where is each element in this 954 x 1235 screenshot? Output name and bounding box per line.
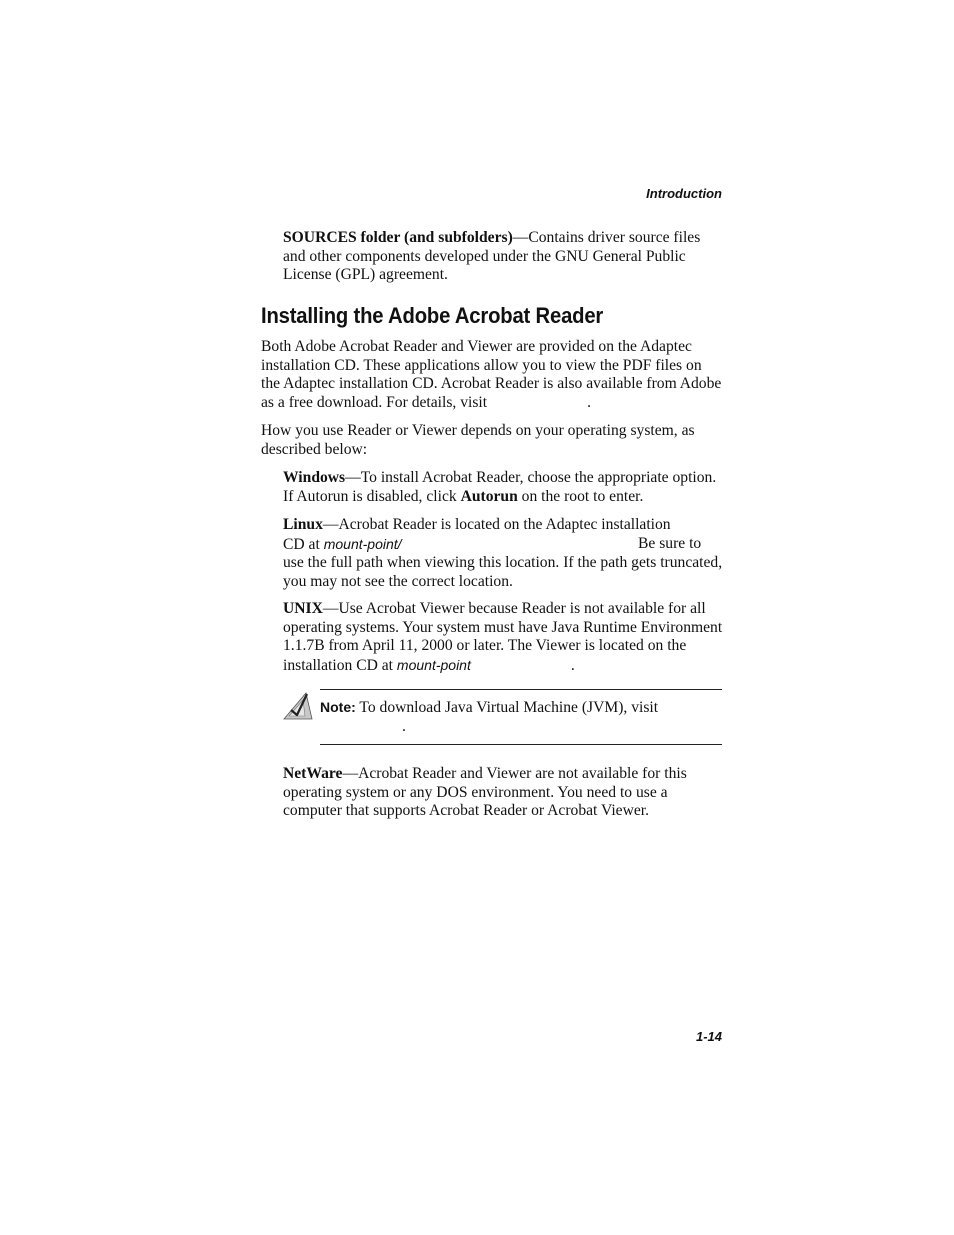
note-rule-bottom — [320, 744, 722, 745]
sources-text: —Contains driver source files and other components developed under the GNU General Public License (GPL) agreement. — [283, 229, 701, 284]
linux-term: Linux — [283, 516, 323, 533]
linux-cd-at: CD at — [283, 535, 324, 553]
linux-be-sure: Be sure to — [638, 534, 702, 552]
how-you-use-paragraph: How you use Reader or Viewer depends on your operating system, as described below: — [261, 422, 695, 458]
unix-end: . — [570, 657, 575, 675]
unix-paragraph — [283, 600, 723, 676]
netware-text: —Acrobat Reader and Viewer are not available for this operating system or any DOS environment. You need to use a computer that supports Acrobat Reader or Acrobat Viewer. — [283, 765, 687, 820]
windows-paragraph — [283, 469, 723, 506]
intro-paragraph — [261, 338, 723, 413]
windows-term: Windows — [283, 469, 346, 486]
windows-text1: —To install Acrobat Reader, choose the appropriate option. If Autorun is disabled, click — [283, 469, 717, 505]
netware-paragraph — [283, 765, 723, 821]
netware-term: NetWare — [283, 765, 343, 782]
section-title: Installing the Adobe Acrobat Reader — [261, 303, 604, 328]
linux-text2: use the full path when viewing this location. If the path gets truncated, you may not see the correct location. — [283, 554, 723, 591]
note-icon — [283, 690, 313, 720]
windows-text2: on the root to enter. — [517, 487, 644, 505]
linux-paragraph — [283, 516, 723, 592]
sources-term: SOURCES folder (and subfolders) — [283, 229, 513, 246]
sources-paragraph — [283, 229, 723, 285]
note-paragraph — [320, 698, 722, 736]
note-rule-top — [320, 689, 722, 690]
intro-end: . — [587, 394, 591, 412]
unix-path: mount-point — [396, 657, 471, 674]
page-number: 1-14 — [695, 1029, 722, 1044]
linux-text1: —Acrobat Reader is located on the Adaptec installation — [322, 516, 671, 533]
unix-text1: —Use Acrobat Viewer because Reader is not available for all operating systems. Your system must have Java Runtime Environment 1.1.7B from April 11, 2000 or later. The Viewer is located on the installation CD at — [283, 600, 723, 675]
autorun-term: Autorun — [460, 487, 518, 505]
intro-text: Both Adobe Acrobat Reader and Viewer are provided on the Adaptec installation CD. These applications allow you to view the PDF files on the Adaptec installation CD. Acrobat Reader is also available from Adobe as a free download. For details, visit — [261, 338, 722, 412]
linux-path: mount-point/ — [323, 535, 402, 552]
note-text: To download Java Virtual Machine (JVM), visit — [355, 699, 659, 716]
note-end: . — [402, 717, 406, 735]
note-label: Note: — [320, 699, 356, 715]
unix-term: UNIX — [283, 600, 323, 617]
running-header: Introduction — [646, 186, 722, 201]
